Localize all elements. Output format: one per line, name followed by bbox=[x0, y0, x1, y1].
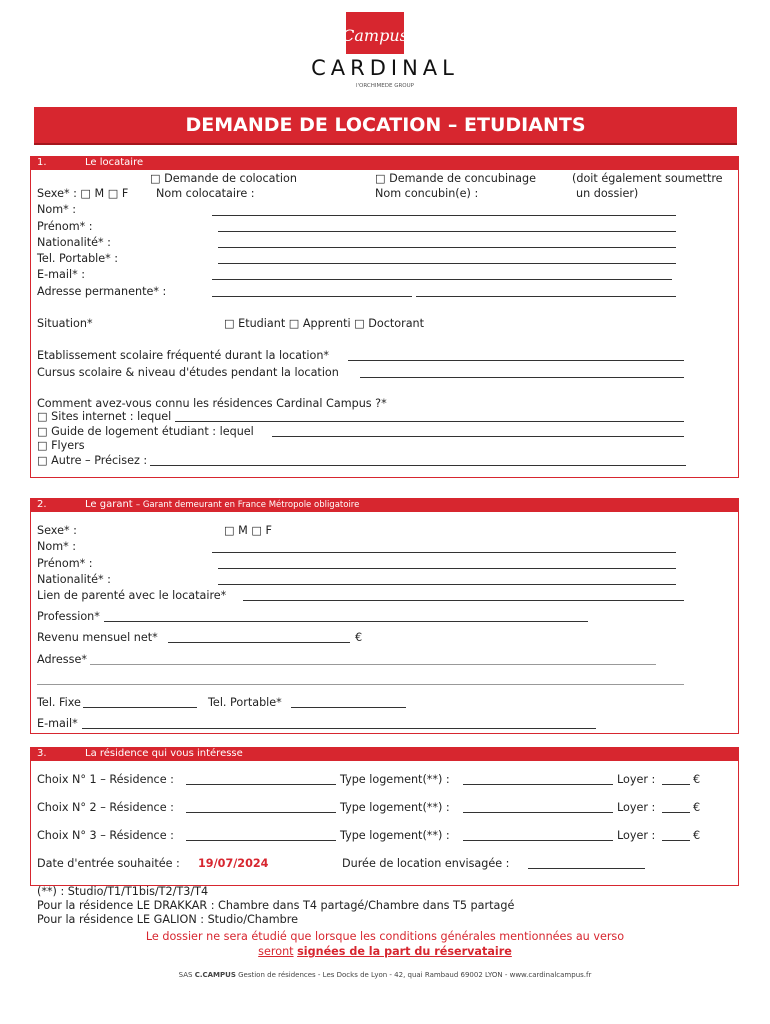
galion-note: Pour la résidence LE GALION : Studio/Chambre bbox=[37, 913, 298, 926]
source-guide-field[interactable] bbox=[272, 436, 684, 437]
garant-revenu-field[interactable] bbox=[168, 642, 350, 643]
tenant-nom-label: Nom* : bbox=[37, 203, 77, 216]
choix-2-euro: € bbox=[693, 801, 701, 814]
cursus-field[interactable] bbox=[360, 377, 684, 378]
section-2-header bbox=[30, 498, 739, 512]
concubin-name-label: Nom concubin(e) : bbox=[375, 187, 479, 200]
choix-2-loyer-label: Loyer : bbox=[617, 801, 656, 814]
choix-1-type-label: Type logement(**) : bbox=[340, 773, 450, 786]
logo-brand: CARDINAL bbox=[311, 56, 459, 80]
choix-2-loyer-field[interactable] bbox=[662, 812, 690, 813]
drakkar-note: Pour la résidence LE DRAKKAR : Chambre dans T4 partagé/Chambre dans T5 partagé bbox=[37, 899, 515, 912]
garant-tel-portable-field[interactable] bbox=[291, 707, 406, 708]
garant-profession-label: Profession* bbox=[37, 610, 100, 623]
source-question: Comment avez-vous connu les résidences Cardinal Campus ?* bbox=[37, 397, 387, 410]
section-2-title-main: Le garant bbox=[85, 499, 133, 510]
garant-sexe-label: Sexe* : bbox=[37, 524, 77, 537]
source-flyers-option[interactable]: □ Flyers bbox=[37, 439, 85, 452]
choix-1-label: Choix N° 1 – Résidence : bbox=[37, 773, 174, 786]
tenant-email-field[interactable] bbox=[212, 279, 672, 280]
choix-2-label: Choix N° 2 – Résidence : bbox=[37, 801, 174, 814]
section-2-number: 2. bbox=[37, 499, 47, 510]
garant-profession-field[interactable] bbox=[104, 621, 588, 622]
garant-email-field[interactable] bbox=[82, 728, 596, 729]
page-title: DEMANDE DE LOCATION – ETUDIANTS bbox=[185, 114, 586, 136]
source-sites-option[interactable]: □ Sites internet : lequel bbox=[37, 410, 172, 423]
duree-field[interactable] bbox=[528, 868, 645, 869]
concubinage-note-1: (doit également soumettre bbox=[572, 172, 723, 185]
choix-3-type-label: Type logement(**) : bbox=[340, 829, 450, 842]
garant-prenom-label: Prénom* : bbox=[37, 557, 93, 570]
choix-3-type-field[interactable] bbox=[463, 840, 613, 841]
section-1-header bbox=[30, 156, 739, 170]
conditions-notice-2a: seront bbox=[258, 945, 294, 958]
section-2-title-sub: – Garant demeurant en France Métropole obligatoire bbox=[135, 500, 360, 510]
concubinage-checkbox[interactable]: □ Demande de concubinage bbox=[375, 172, 537, 185]
choix-1-type-field[interactable] bbox=[463, 784, 613, 785]
tenant-adresse-field-2[interactable] bbox=[416, 296, 676, 297]
tenant-email-label: E-mail* : bbox=[37, 268, 85, 281]
conditions-notice-1: Le dossier ne sera étudié que lorsque les conditions générales mentionnées au verso bbox=[145, 930, 625, 943]
choix-3-euro: € bbox=[693, 829, 701, 842]
tenant-nom-field[interactable] bbox=[212, 215, 676, 216]
choix-1-euro: € bbox=[693, 773, 701, 786]
company-prefix: SAS bbox=[178, 971, 193, 979]
garant-revenu-label: Revenu mensuel net* bbox=[37, 631, 158, 644]
choix-1-residence-field[interactable] bbox=[186, 784, 336, 785]
source-guide-option[interactable]: □ Guide de logement étudiant : lequel bbox=[37, 425, 254, 438]
section-3-number: 3. bbox=[37, 748, 47, 759]
source-autre-field[interactable] bbox=[150, 465, 686, 466]
section-3-header bbox=[30, 747, 739, 761]
section-1-title: Le locataire bbox=[85, 157, 144, 168]
section-3-title: La résidence qui vous intéresse bbox=[85, 748, 243, 759]
tenant-nationalite-label: Nationalité* : bbox=[37, 236, 111, 249]
choix-1-loyer-label: Loyer : bbox=[617, 773, 656, 786]
garant-tel-fixe-label: Tel. Fixe bbox=[37, 696, 81, 709]
choix-2-type-field[interactable] bbox=[463, 812, 613, 813]
garant-adresse-field-1[interactable] bbox=[90, 664, 656, 665]
logo-script: Campus bbox=[342, 26, 408, 45]
tenant-adresse-field-1[interactable] bbox=[212, 296, 412, 297]
company-address: Gestion de résidences - Les Docks de Lyon - 42, quai Rambaud 69002 LYON - www.cardinalcampus.fr bbox=[238, 971, 592, 979]
etablissement-label: Etablissement scolaire fréquenté durant la location* bbox=[37, 349, 330, 362]
colocation-name-label: Nom colocataire : bbox=[156, 187, 255, 200]
section-1-number: 1. bbox=[37, 157, 47, 168]
tenant-prenom-field[interactable] bbox=[218, 231, 676, 232]
garant-nationalite-label: Nationalité* : bbox=[37, 573, 111, 586]
choix-1-loyer-field[interactable] bbox=[662, 784, 690, 785]
garant-nom-field[interactable] bbox=[212, 552, 676, 553]
choix-3-loyer-label: Loyer : bbox=[617, 829, 656, 842]
tenant-sexe-label[interactable]: Sexe* : □ M □ F bbox=[37, 187, 129, 200]
source-autre-option[interactable]: □ Autre – Précisez : bbox=[37, 454, 148, 467]
tenant-tel-label: Tel. Portable* : bbox=[37, 252, 119, 265]
garant-adresse-field-2[interactable] bbox=[37, 684, 684, 685]
situation-label: Situation* bbox=[37, 317, 93, 330]
garant-sexe-options[interactable]: □ M □ F bbox=[224, 524, 272, 537]
garant-lien-field[interactable] bbox=[243, 600, 684, 601]
source-sites-field[interactable] bbox=[175, 421, 684, 422]
garant-adresse-label: Adresse* bbox=[37, 653, 87, 666]
colocation-checkbox[interactable]: □ Demande de colocation bbox=[150, 172, 297, 185]
choix-2-residence-field[interactable] bbox=[186, 812, 336, 813]
tenant-tel-field[interactable] bbox=[218, 263, 676, 264]
company-footer bbox=[0, 971, 770, 979]
garant-lien-label: Lien de parenté avec le locataire* bbox=[37, 589, 227, 602]
choix-3-label: Choix N° 3 – Résidence : bbox=[37, 829, 174, 842]
garant-tel-fixe-field[interactable] bbox=[83, 707, 197, 708]
company-name: C.CAMPUS bbox=[194, 971, 236, 979]
logement-types-note: (**) : Studio/T1/T1bis/T2/T3/T4 bbox=[37, 885, 209, 898]
choix-2-type-label: Type logement(**) : bbox=[340, 801, 450, 814]
tenant-adresse-label: Adresse permanente* : bbox=[37, 285, 167, 298]
tenant-nationalite-field[interactable] bbox=[218, 247, 676, 248]
garant-nom-label: Nom* : bbox=[37, 540, 77, 553]
choix-3-loyer-field[interactable] bbox=[662, 840, 690, 841]
garant-nationalite-field[interactable] bbox=[218, 584, 676, 585]
section-2-box bbox=[30, 512, 739, 734]
garant-revenu-euro: € bbox=[355, 631, 363, 644]
conditions-notice-2b: signées de la part du réservataire bbox=[297, 945, 512, 958]
concubinage-note-2: un dossier) bbox=[576, 187, 639, 200]
choix-3-residence-field[interactable] bbox=[186, 840, 336, 841]
logo bbox=[290, 12, 480, 92]
etablissement-field[interactable] bbox=[348, 360, 684, 361]
conditions-notice-2 bbox=[0, 945, 770, 958]
logo-sub: l'ORCHIMEDE GROUP bbox=[356, 83, 414, 89]
section-2-title bbox=[85, 498, 359, 512]
cursus-label: Cursus scolaire & niveau d'études pendant la location bbox=[37, 366, 339, 379]
tenant-prenom-label: Prénom* : bbox=[37, 220, 93, 233]
duree-label: Durée de location envisagée : bbox=[342, 857, 510, 870]
garant-prenom-field[interactable] bbox=[218, 568, 676, 569]
garant-tel-portable-label: Tel. Portable* bbox=[208, 696, 282, 709]
situation-options[interactable]: □ Etudiant □ Apprenti □ Doctorant bbox=[224, 317, 425, 330]
date-entree-label: Date d'entrée souhaitée : bbox=[37, 857, 180, 870]
date-entree-value[interactable]: 19/07/2024 bbox=[198, 857, 269, 870]
garant-email-label: E-mail* bbox=[37, 717, 78, 730]
